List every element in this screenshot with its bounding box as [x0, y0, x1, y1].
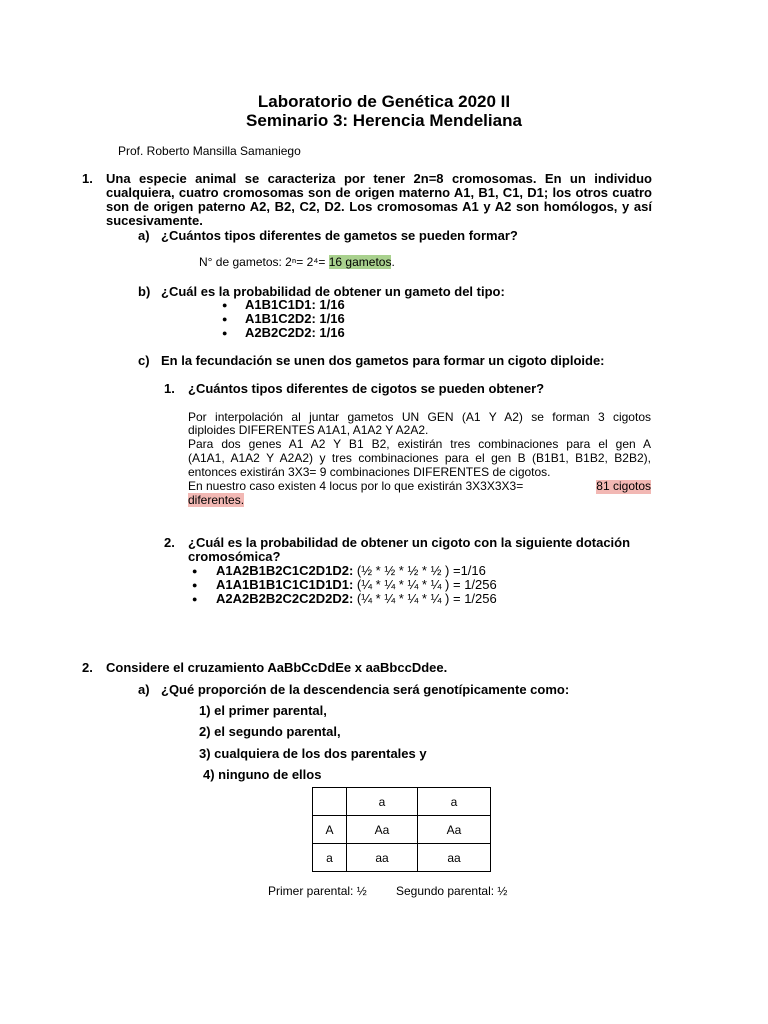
- bullet-icon: ●: [192, 566, 198, 576]
- q1b-item-3: A2B2C2D2: 1/16: [245, 325, 345, 340]
- q1b-item-2: A1B1C2D2: 1/16: [245, 311, 345, 326]
- page-title: Laboratorio de Genética 2020 II: [257, 92, 511, 111]
- q1c1-answer-line-2: diploides DIFERENTES A1A1, A1A2 Y A2A2.: [188, 423, 429, 437]
- q1c1-answer-line-4: (A1A1, A1A2 Y A2A2) y tres combinaciones para el gen B (B1B1, B1B2, B2B2),: [188, 451, 651, 465]
- punnett-cell: Aa: [347, 816, 418, 844]
- punnett-cell: aa: [347, 844, 418, 872]
- q1c2-number: 2.: [164, 535, 175, 550]
- result-first-parental: Primer parental: ½: [268, 884, 367, 898]
- bullet-icon: ●: [222, 328, 228, 338]
- punnett-corner-cell: [313, 788, 347, 816]
- question-1-line-1: Una especie animal se caracteriza por tener 2n=8 cromosomas. En un individuo: [106, 171, 652, 186]
- punnett-header-cell: a: [347, 788, 418, 816]
- q2a-option-1: 1) el primer parental,: [199, 703, 327, 718]
- q1c2-item-3-label: A2A2B2B2C2C2D2D2:: [216, 591, 354, 606]
- punnett-row-header: a: [313, 844, 347, 872]
- q1c2-item-2-value: (¼ * ¼ * ¼ * ¼ ) = 1/256: [353, 577, 497, 592]
- q1c2-item-1: [216, 564, 486, 578]
- q1a-answer-prefix: N° de gametos: 2ⁿ= 2⁴=: [199, 255, 329, 269]
- page-subtitle: Seminario 3: Herencia Mendeliana: [246, 111, 522, 130]
- q1c1-answer-line-3: Para dos genes A1 A2 Y B1 B2, existirán tres combinaciones para el gen A: [188, 437, 651, 451]
- punnett-cell: aa: [418, 844, 491, 872]
- q1c2-item-2-label: A1A1B1B1C1C1D1D1:: [216, 577, 354, 592]
- q2a-option-4: 4) ninguno de ellos: [203, 767, 322, 782]
- q1b-label: b): [138, 284, 151, 299]
- question-1-line-4: sucesivamente.: [106, 213, 203, 228]
- q1a-answer: [199, 256, 395, 270]
- question-1-line-2: cualquiera, cuatro cromosomas son de origen materno A1, B1, C1, D1; los otros cuatro: [106, 185, 652, 200]
- q1c1-number: 1.: [164, 381, 175, 396]
- bullet-icon: ●: [192, 594, 198, 604]
- question-2-number: 2.: [82, 660, 93, 675]
- q1c1-question: ¿Cuántos tipos diferentes de cigotos se pueden obtener?: [188, 381, 545, 396]
- q1c1-answer-line-6: [188, 480, 651, 494]
- q1c2-question-line-2: cromosómica?: [188, 549, 281, 564]
- bullet-icon: ●: [222, 314, 228, 324]
- q1c-question: En la fecundación se unen dos gametos para formar un cigoto diploide:: [161, 353, 605, 368]
- punnett-header-cell: a: [418, 788, 491, 816]
- q1c-label: c): [138, 353, 150, 368]
- q1c2-item-3: [216, 592, 497, 606]
- q1c2-item-2: [216, 578, 497, 592]
- bullet-icon: ●: [222, 300, 228, 310]
- q1c1-answer-prefix: En nuestro caso existen 4 locus por lo que existirán 3X3X3X3=: [188, 479, 524, 493]
- q1a-label: a): [138, 228, 150, 243]
- q1c1-answer-line-5: entonces existirán 3X3= 9 combinaciones DIFERENTES de cigotos.: [188, 465, 551, 479]
- q1b-item-1: A1B1C1D1: 1/16: [245, 297, 345, 312]
- q1a-answer-highlight: 16 gametos: [328, 255, 392, 269]
- question-1-number: 1.: [82, 171, 93, 186]
- question-2-text: Considere el cruzamiento AaBbCcDdEe x aaBbccDdee.: [106, 660, 448, 675]
- punnett-header-row: [313, 788, 491, 816]
- q2a-question: ¿Qué proporción de la descendencia será genotípicamente como:: [161, 682, 570, 697]
- punnett-row: [313, 844, 491, 872]
- q1b-question: ¿Cuál es la probabilidad de obtener un gameto del tipo:: [161, 284, 505, 299]
- q1c2-question-line-1: ¿Cuál es la probabilidad de obtener un cigoto con la siguiente dotación: [188, 535, 631, 550]
- q1c1-answer-line-1: Por interpolación al juntar gametos UN GEN (A1 Y A2) se forman 3 cigotos: [188, 410, 651, 424]
- q1c2-item-3-value: (¼ * ¼ * ¼ * ¼ ) = 1/256: [353, 591, 497, 606]
- q1c2-item-1-value: (½ * ½ * ½ * ½ ) =1/16: [353, 563, 486, 578]
- q1c2-item-1-label: A1A2B1B2C1C2D1D2:: [216, 563, 354, 578]
- result-second-parental: Segundo parental: ½: [396, 884, 508, 898]
- q1a-question: ¿Cuántos tipos diferentes de gametos se pueden formar?: [161, 228, 518, 243]
- punnett-square: [312, 787, 491, 872]
- punnett-cell: Aa: [418, 816, 491, 844]
- q1c1-answer-highlight-2: diferentes.: [188, 493, 245, 507]
- q2a-label: a): [138, 682, 150, 697]
- q1a-answer-suffix: .: [391, 255, 395, 269]
- q2a-option-2: 2) el segundo parental,: [199, 724, 341, 739]
- question-1-line-3: son de origen paterno A2, B2, C2, D2. Los cromosomas A1 y A2 son homólogos, y así: [106, 199, 652, 214]
- q1c1-answer-highlight: 81 cigotos: [596, 479, 651, 493]
- punnett-row-header: A: [313, 816, 347, 844]
- professor-name: Prof. Roberto Mansilla Samaniego: [118, 144, 301, 158]
- punnett-row: [313, 816, 491, 844]
- q2a-option-3: 3) cualquiera de los dos parentales y: [199, 746, 427, 761]
- q1c1-answer-line-7: [188, 494, 244, 508]
- bullet-icon: ●: [192, 580, 198, 590]
